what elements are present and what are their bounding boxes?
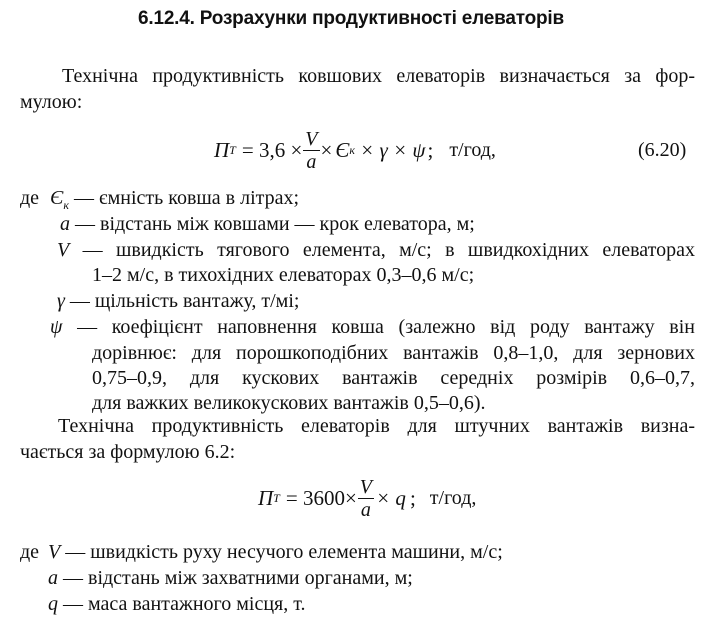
para2-line-1: Технічна продуктивність елеваторів для штучних вантажів визна-	[58, 415, 695, 437]
formula-lhs-sub: Т	[273, 491, 280, 505]
formula-number: (6.20)	[638, 139, 687, 161]
def-text: — відстань між захватними органами, м;	[63, 567, 413, 589]
def-text: — швидкість руху несучого елемента машини, м/с;	[65, 541, 503, 563]
para2-line-2: чається за формулою 6.2:	[20, 441, 236, 463]
def-text: — швидкість тягового елемента, м/с; в швидкохідних елеваторах	[82, 239, 696, 261]
def-symbol: γ	[57, 290, 65, 312]
formula-unit: т/год,	[429, 487, 477, 509]
times-sign: ×	[320, 138, 333, 162]
formula-const: = 3600×	[285, 486, 357, 510]
def2-speed	[48, 540, 503, 564]
def-fill-cont-2: 0,75–0,9, для кускових вантажів середніх розмірів 0,6–0,7,	[92, 367, 695, 389]
def-symbol: Є	[50, 187, 64, 209]
formula-fraction	[358, 476, 374, 521]
formula-semicolon: ;	[409, 486, 416, 510]
intro-line-2: мулою:	[20, 91, 83, 113]
def-text: — коефіцієнт наповнення ковша (залежно від роду вантажу він	[77, 316, 695, 338]
formula-const: = 3,6 ×	[241, 138, 303, 162]
fraction-numerator: V	[305, 127, 318, 150]
def-bucket-spacing	[60, 212, 475, 236]
formula-unit: т/год,	[449, 139, 496, 161]
formula-lhs: П	[214, 138, 230, 162]
def-fill-cont-1: дорівнює: для порошкоподібних вантажів 0,8–1,0, для зернових	[92, 342, 695, 364]
bucket-capacity-symbol: Є	[335, 138, 350, 162]
def-symbol: V	[57, 239, 70, 261]
def-density	[57, 289, 299, 313]
def-symbol: a	[60, 213, 70, 235]
fraction-denominator: a	[360, 498, 371, 521]
def-text: — ємність ковша в літрах;	[74, 187, 300, 209]
def-symbol: a	[48, 567, 58, 589]
def-fill-cont-3: для важких великокускових вантажів 0,5–0,6).	[92, 392, 486, 414]
formula-tail: × γ × ψ	[360, 138, 426, 162]
formula-6-20	[214, 126, 496, 174]
where-label: де	[20, 187, 40, 209]
def-fill-coefficient	[50, 315, 695, 339]
def-bucket-capacity	[50, 186, 299, 210]
section-title: 6.12.4. Розрахунки продуктивності елеваторів	[138, 8, 564, 29]
fraction-denominator: a	[306, 150, 317, 173]
formula-lhs: П	[258, 486, 274, 510]
formula-fraction	[303, 128, 319, 173]
def-speed-cont: 1–2 м/с, в тихохідних елеваторах 0,3–0,6 м/с;	[92, 264, 475, 286]
formula-semicolon: ;	[427, 138, 434, 162]
def-text: — маса вантажного місця, т.	[63, 593, 306, 615]
def-symbol: q	[48, 593, 58, 615]
formula-piece-goods	[258, 474, 476, 522]
bucket-capacity-sub: к	[349, 143, 356, 157]
where-label-2: де	[20, 541, 40, 563]
def2-mass	[48, 592, 305, 616]
def-speed	[57, 238, 695, 262]
fraction-numerator: V	[359, 475, 373, 498]
def-symbol: V	[48, 541, 61, 563]
def-text: — щільність вантажу, т/мі;	[69, 290, 300, 312]
def-text: — відстань між ковшами — крок елеватора, м;	[75, 213, 475, 235]
intro-line-1: Технічна продуктивність ковшових елеваторів визначається за фор-	[62, 65, 695, 87]
def-symbol: ψ	[50, 316, 63, 338]
def2-spacing	[48, 566, 413, 590]
formula-tail: × q	[376, 486, 406, 510]
def-symbol-sub: к	[63, 198, 70, 212]
formula-lhs-sub: Т	[229, 143, 236, 157]
